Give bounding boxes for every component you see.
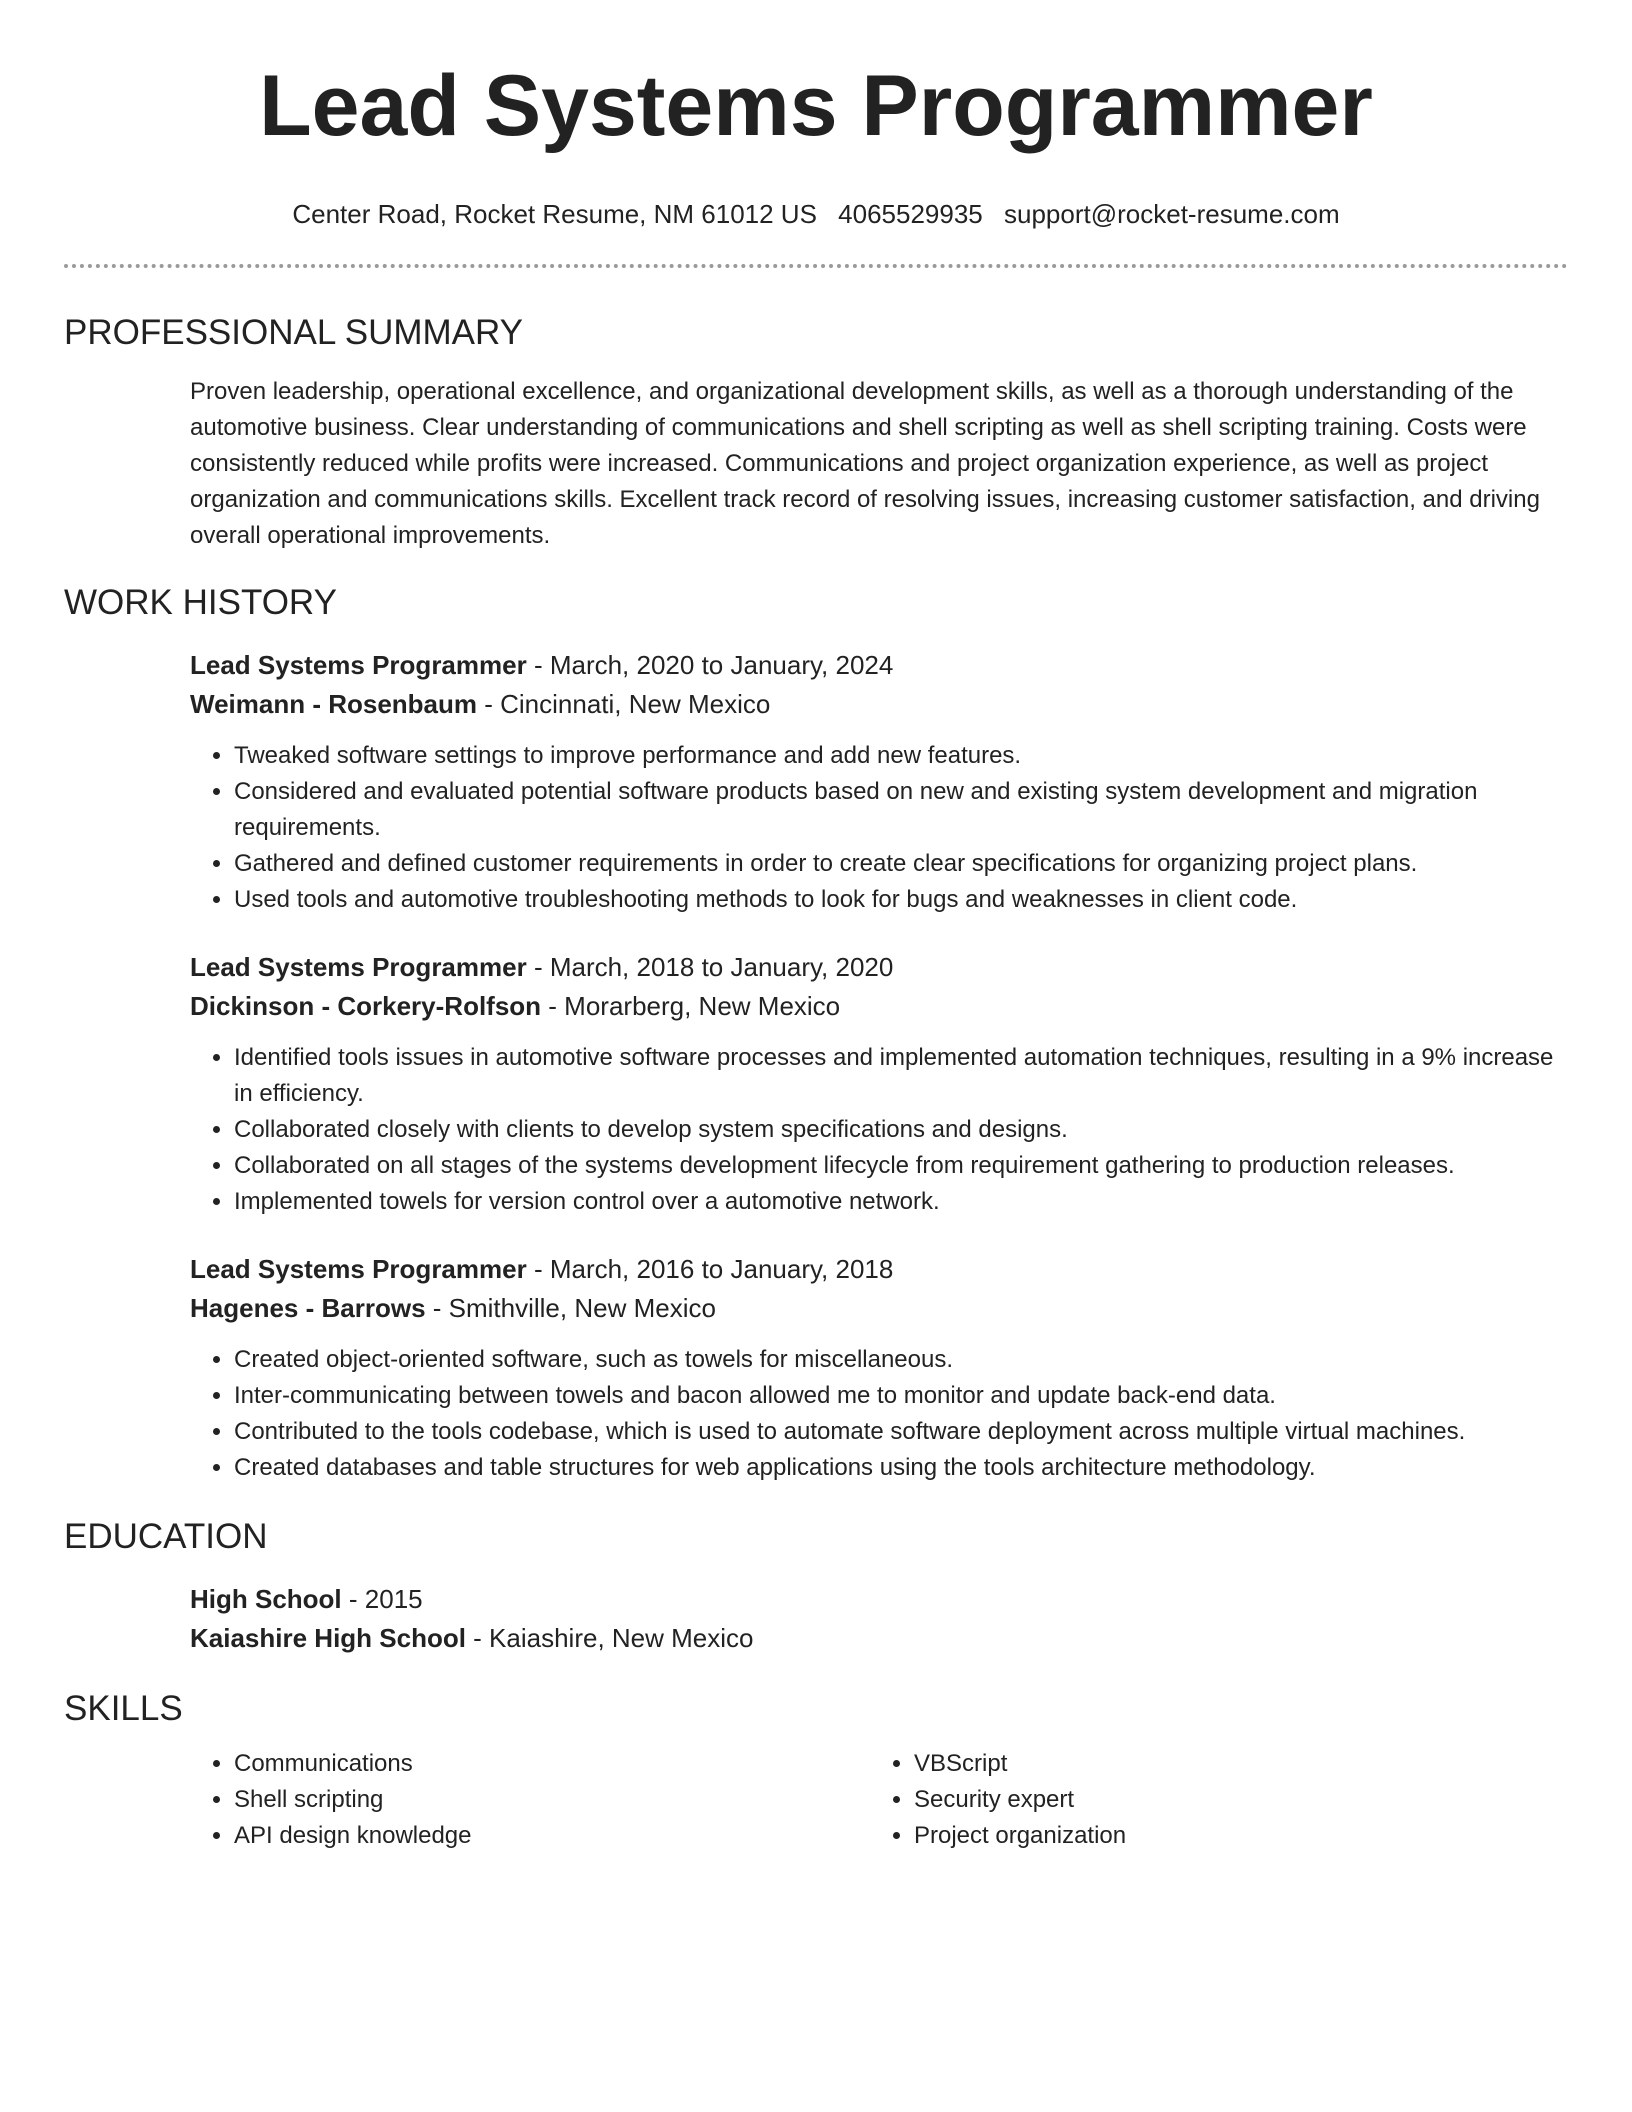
- skill-item: • Shell scripting: [234, 1782, 870, 1818]
- job-bullet: • Inter-communicating between towels and bacon allowed me to monitor and update back-end data.: [234, 1378, 1568, 1414]
- job-bullet: • Identified tools issues in automotive software processes and implemented automation techniques, resulting in a 9% increase in efficiency.: [234, 1040, 1568, 1112]
- job-bullet: • Used tools and automotive troubleshooting methods to look for bugs and weaknesses in client code.: [234, 882, 1568, 918]
- job-location: - Cincinnati, New Mexico: [477, 689, 771, 719]
- job-company: Hagenes - Barrows: [190, 1293, 426, 1323]
- job-bullets: [190, 1342, 1568, 1486]
- job-company-line: [190, 685, 1568, 724]
- skills-column-right: [870, 1746, 1550, 1854]
- job-location: - Smithville, New Mexico: [425, 1293, 716, 1323]
- skill-item: • Security expert: [914, 1782, 1550, 1818]
- job-bullet: • Collaborated on all stages of the systems development lifecycle from requirement gathering to production releases.: [234, 1148, 1568, 1184]
- skills-section: [64, 1688, 1568, 1854]
- summary-title: PROFESSIONAL SUMMARY: [64, 313, 523, 352]
- education-school-line: [190, 1619, 1568, 1658]
- education-year: - 2015: [341, 1584, 423, 1614]
- job-bullet: • Tweaked software settings to improve performance and add new features.: [234, 738, 1568, 774]
- job-location: - Morarberg, New Mexico: [541, 991, 841, 1021]
- job-title-line: [190, 646, 1568, 685]
- job-title-line: [190, 1250, 1568, 1289]
- education-entry: [190, 1580, 1568, 1658]
- job-company: Dickinson - Corkery-Rolfson: [190, 991, 542, 1021]
- job-company-line: [190, 987, 1568, 1026]
- skills-title: SKILLS: [64, 1689, 183, 1728]
- job-role: Lead Systems Programmer: [190, 952, 527, 982]
- job-company-line: [190, 1289, 1568, 1328]
- job-bullet: • Contributed to the tools codebase, which is used to automate software deployment across multiple virtual machines.: [234, 1414, 1568, 1450]
- education-title: EDUCATION: [64, 1517, 268, 1556]
- education-location: - Kaiashire, New Mexico: [465, 1623, 754, 1653]
- job-dates: - March, 2020 to January, 2024: [526, 650, 894, 680]
- education-section: [64, 1516, 1568, 1658]
- candidate-name: Lead Systems Programmer: [259, 58, 1373, 154]
- job-bullet: • Considered and evaluated potential software products based on new and existing system development and migration requirements.: [234, 774, 1568, 846]
- job-bullet: • Collaborated closely with clients to develop system specifications and designs.: [234, 1112, 1568, 1148]
- job-bullets: [190, 738, 1568, 918]
- job-entry: [190, 646, 1568, 918]
- skill-item: • API design knowledge: [234, 1818, 870, 1854]
- education-degree: High School: [190, 1584, 342, 1614]
- education-school: Kaiashire High School: [190, 1623, 466, 1653]
- skills-grid: [190, 1746, 1568, 1854]
- skill-item: • VBScript: [914, 1746, 1550, 1782]
- job-role: Lead Systems Programmer: [190, 650, 527, 680]
- job-entry: [190, 1250, 1568, 1486]
- job-dates: - March, 2018 to January, 2020: [526, 952, 894, 982]
- header-divider: [64, 264, 1568, 268]
- job-company: Weimann - Rosenbaum: [190, 689, 478, 719]
- resume-header: [64, 0, 1568, 230]
- skill-item: • Project organization: [914, 1818, 1550, 1854]
- contact-email: support@rocket-resume.com: [1004, 199, 1340, 229]
- job-bullet: • Created databases and table structures for web applications using the tools architecture methodology.: [234, 1450, 1568, 1486]
- job-bullet: • Implemented towels for version control over a automotive network.: [234, 1184, 1568, 1220]
- contact-line: [64, 198, 1568, 230]
- job-bullet: • Gathered and defined customer requirements in order to create clear specifications for organizing project plans.: [234, 846, 1568, 882]
- work-history-title: WORK HISTORY: [64, 583, 337, 622]
- summary-text: Proven leadership, operational excellence, and organizational development skills, as well as a thorough understanding of the automotive business. Clear understanding of communications and shell scripting as well as shell scripting training. Costs were consistently reduced while profits were increased. Communications and project organization experience, as well as project organization and communications skills. Excellent track record of resolving issues, increasing customer satisfaction, and driving overall operational improvements.: [190, 378, 1540, 549]
- skills-column-left: [190, 1746, 870, 1854]
- job-entry: [190, 948, 1568, 1220]
- job-bullet: • Created object-oriented software, such as towels for miscellaneous.: [234, 1342, 1568, 1378]
- job-title-line: [190, 948, 1568, 987]
- job-role: Lead Systems Programmer: [190, 1254, 527, 1284]
- job-dates: - March, 2016 to January, 2018: [526, 1254, 894, 1284]
- skill-item: • Communications: [234, 1746, 870, 1782]
- summary-section: [64, 312, 1568, 554]
- contact-phone: 4065529935: [838, 199, 983, 229]
- work-history-section: [64, 582, 1568, 1486]
- education-degree-line: [190, 1580, 1568, 1619]
- contact-address: Center Road, Rocket Resume, NM 61012 US: [292, 199, 817, 229]
- job-bullets: [190, 1040, 1568, 1220]
